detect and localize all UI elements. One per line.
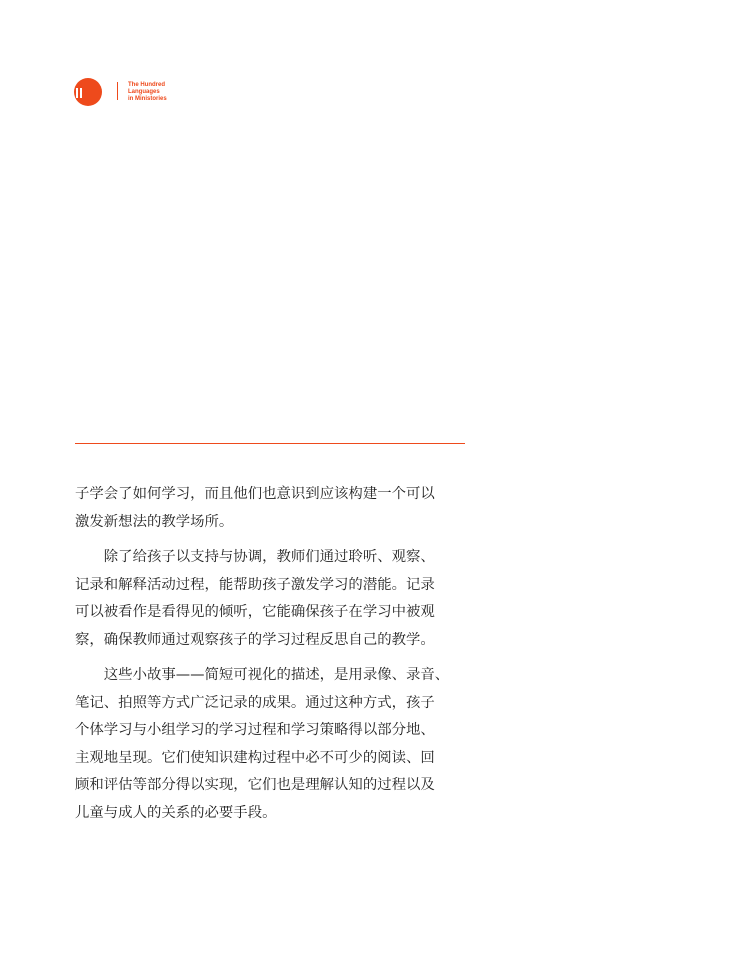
text-line: 儿童与成人的关系的必要手段。: [75, 804, 277, 821]
text-line: 笔记、拍照等方式广泛记录的成果。通过这种方式，孩子: [75, 694, 435, 711]
brand-line-3: in Ministories: [128, 96, 167, 102]
text-line: 除了给孩子以支持与协调，教师们通过聆听、观察、: [75, 549, 435, 565]
text-line: 顾和评估等部分得以实现，它们也是理解认知的过程以及: [75, 777, 435, 793]
text-line: 可以被看作是看得见的倾听，它能确保孩子在学习中被观: [75, 604, 435, 620]
text-line: 激发新想法的教学场所。: [75, 513, 234, 530]
paragraph: [75, 544, 475, 654]
text-line: 察，确保教师通过观察孩子的学习过程反思自己的教学。: [75, 631, 435, 648]
logo-divider: [117, 82, 118, 100]
brand-name: [128, 82, 248, 103]
text-line: 子学会了如何学习，而且他们也意识到应该构建一个可以: [75, 486, 435, 502]
text-line: 这些小故事——简短可视化的描述，是用录像、录音、: [75, 667, 450, 683]
paragraph: [75, 481, 475, 536]
text-line: 主观地呈现。它们使知识建构过程中必不可少的阅读、回: [75, 749, 435, 766]
body-text: [75, 481, 475, 827]
orange-circle-logo-icon: [74, 78, 102, 106]
section-divider: [75, 443, 465, 444]
text-line: 记录和解释活动过程，能帮助孩子激发学习的潜能。记录: [75, 576, 435, 593]
brand-line-2: Languages: [128, 89, 160, 95]
paragraph: [75, 662, 475, 827]
brand-line-1: The Hundred: [128, 82, 165, 88]
text-line: 个体学习与小组学习的学习过程和学习策略得以部分地、: [75, 722, 435, 738]
